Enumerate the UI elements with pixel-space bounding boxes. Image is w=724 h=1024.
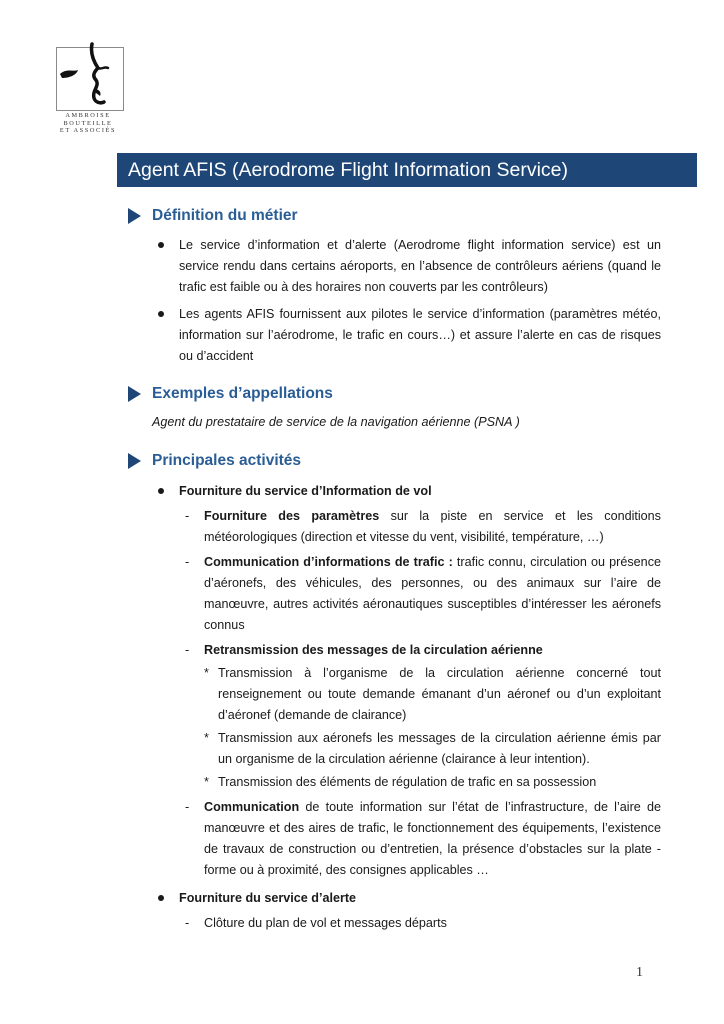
bullet-icon [158, 242, 164, 248]
section-heading-text: Définition du métier [152, 207, 298, 224]
star-marker: * [204, 731, 209, 745]
logo-face-profile-icon [54, 42, 126, 110]
info-item-parameters [204, 506, 661, 548]
definition-paragraph-2: Les agents AFIS fournissent aux pilotes le service d’information (paramètres météo, information sur l’aérodrome, le trafic en cours…) et assure l’alerte en cas de risques ou d’accident [179, 307, 661, 363]
info-item-retransmission-label: Retransmission des messages de la circulation aérienne [204, 643, 543, 657]
logo-caption [50, 112, 126, 135]
retransmission-sub-item-1: Transmission à l’organisme de la circulation aérienne concerné tout renseignement ou toute demande émanant d’un aéronef ou d’un exploitant d’aéronef (demande de clairance) [218, 666, 661, 722]
section-heading-text: Principales activités [152, 452, 302, 469]
page-number: 1 [636, 965, 643, 980]
dash-marker: - [185, 800, 190, 814]
dash-marker: - [185, 643, 190, 657]
title-bar [117, 153, 697, 187]
dash-marker: - [185, 555, 190, 569]
logo-caption-line: ET ASSOCIÉS [59, 127, 117, 135]
section-heading-appellations [128, 383, 333, 405]
section-heading-definition [128, 205, 298, 227]
retransmission-sub-item-2: Transmission aux aéronefs les messages de la circulation aérienne émis par un organisme de la circulation aérienne (clairance à leur intention). [218, 731, 661, 766]
activity-alert-service-title: Fourniture du service d’alerte [179, 891, 357, 905]
dash-marker: - [185, 916, 190, 930]
star-marker: * [204, 666, 209, 680]
play-arrow-icon [128, 386, 141, 402]
page-title: Agent AFIS (Aerodrome Flight Information Service) [128, 159, 569, 181]
definition-paragraph-1: Le service d’information et d’alerte (Aerodrome flight information service) est un service rendu dans certains aéroports, en l’absence de contrôleurs aériens (quand le trafic est faible ou à des horaires non couverts par les contrôleurs) [179, 238, 661, 294]
bullet-icon [158, 311, 164, 317]
bullet-icon [158, 895, 164, 901]
alert-item-flight-plan: Clôture du plan de vol et messages départs [204, 916, 447, 930]
play-arrow-icon [128, 453, 141, 469]
logo-caption-line: BOUTEILLE [63, 119, 113, 127]
activity-info-service-title: Fourniture du service d’Information de vol [179, 484, 432, 498]
retransmission-sub-item-3: Transmission des éléments de régulation de trafic en sa possession [218, 775, 597, 789]
info-item-communication-text: de toute information sur l’état de l’infrastructure, de l’aire de manœuvre et des aires de trafic, le fonctionnement des équipements, l’existence de travaux de construction ou d’entretien, la présence d’obstacles sur la plate - forme ou à proximité, des consignes applicables … [204, 800, 661, 877]
company-logo [50, 42, 126, 140]
bullet-icon [158, 488, 164, 494]
info-item-parameters-text: sur la piste en service et les conditions météorologiques (direction et vitesse du vent, visibilité, température, …) [204, 509, 661, 544]
play-arrow-icon [128, 208, 141, 224]
appellation-example: Agent du prestataire de service de la navigation aérienne (PSNA ) [152, 415, 520, 429]
info-item-traffic [204, 552, 661, 636]
dash-marker: - [185, 509, 190, 523]
info-item-communication [204, 797, 661, 881]
logo-caption-line: AMBROISE [65, 112, 111, 119]
info-item-retransmission [204, 640, 661, 661]
section-heading-activities [128, 450, 301, 472]
info-item-traffic-text: trafic connu, circulation ou présence d’aéronefs, des véhicules, des personnes, ou des animaux sur l’aire de manœuvre, autres activités aéronautiques susceptibles d’intéresser les aéronefs connus [204, 555, 661, 632]
info-item-parameters-label: Fourniture des paramètres [204, 509, 380, 523]
star-marker: * [204, 775, 209, 789]
info-item-communication-label: Communication [204, 800, 300, 814]
info-item-traffic-label: Communication d’informations de trafic : [204, 555, 453, 569]
section-heading-text: Exemples d’appellations [152, 385, 333, 402]
